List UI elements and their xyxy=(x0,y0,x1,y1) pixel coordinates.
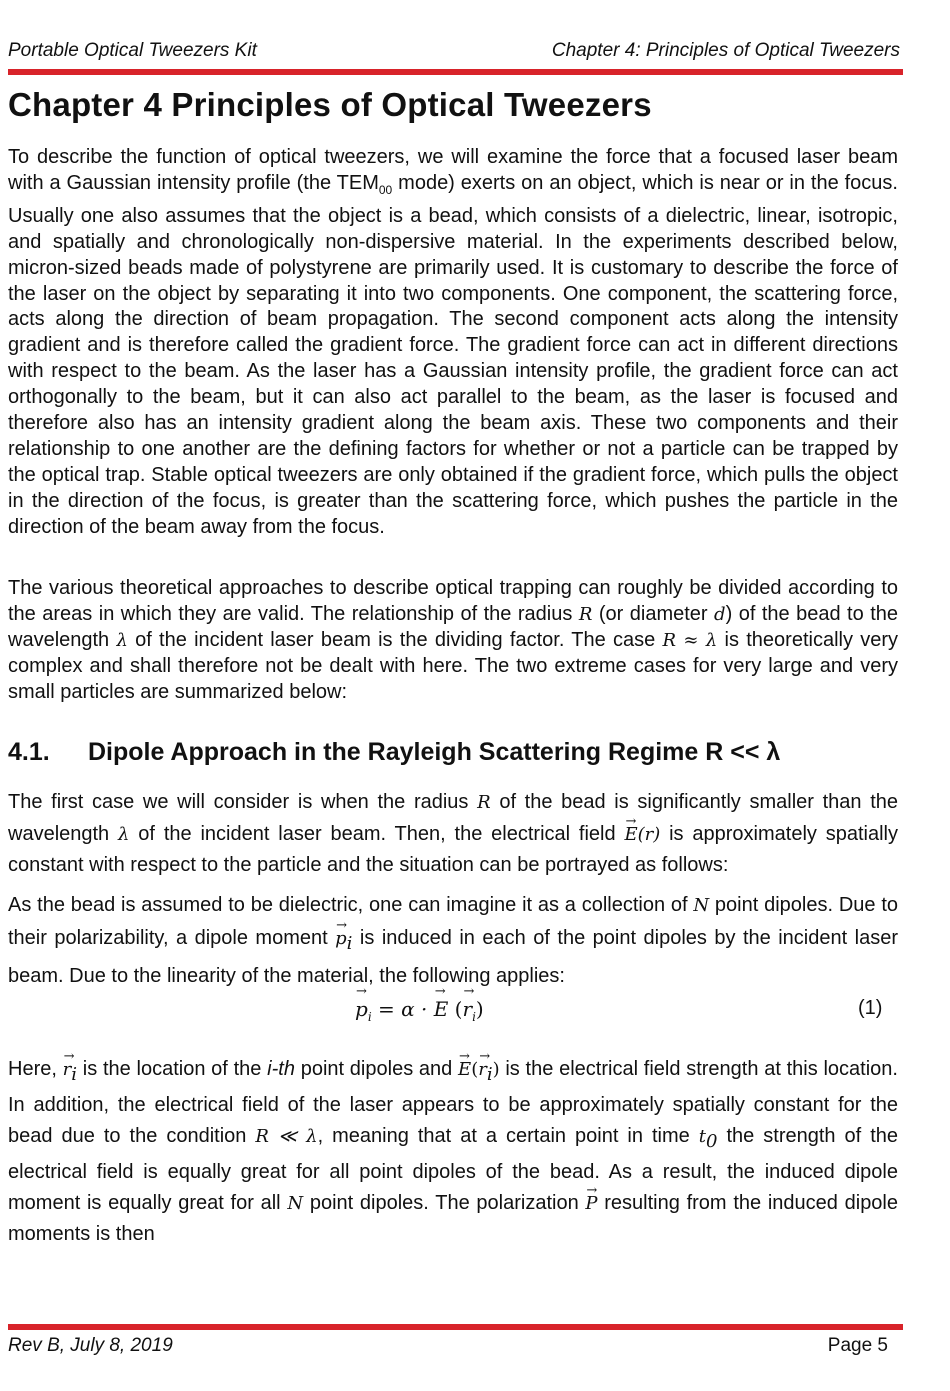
paragraph-dipoles: As the bead is assumed to be dielectric, one can imagine it as a collection of N point dipoles. Due to their polarizability, a dipole moment → $p_i$ is induced in each of the point dipoles by the incident laser beam. Due to the linearity of the material, the following applies: xyxy=(8,889,898,992)
section-heading xyxy=(8,738,898,767)
footer-page-number: Page 5 xyxy=(827,1335,888,1356)
paragraph-rayleigh: The first case we will consider is when the radius R of the bead is significantly smaller than the wavelength λ of the incident laser beam. Then, the electrical field → E(r) is approximately spatially constant with respect to the particle and the situation can be portrayed as follows: xyxy=(8,787,898,881)
section-number: 4.1. xyxy=(8,738,50,766)
footer-divider xyxy=(8,1324,903,1330)
footer-revision: Rev B, July 8, 2019 xyxy=(8,1335,173,1356)
paragraph-approaches: The various theoretical approaches to describe optical trapping can roughly be divided according to the areas in which they are valid. The relationship of the radius R (or diameter d) of the bead to the wavelength λ of the incident laser beam is the dividing factor. The case R ≈ λ is theoretically very complex and shall therefore not be dealt with here. The two extreme cases for very large and very small particles are summarized below: xyxy=(8,577,899,703)
paragraph-polarization: Here, → $r_i$ is the location of the i-th point dipoles and → $E(\to r_i)$ is the electrical field strength at this location. In addition, the electrical field of the laser appears to be approximately spatially constant for the bead due to the condition R ≪ λ, meaning that at a certain point in time $t_0$ the strength of the electrical field is equally great for all point dipoles of the bead. As a result, the induced dipole moment is equally great for all N point dipoles. The polarization → P resulting from the induced dipole moments is then xyxy=(8,1054,898,1250)
equation-number: (1) xyxy=(858,997,883,1019)
header-divider xyxy=(8,69,903,75)
section-title: Dipole Approach in the Rayleigh Scattering Regime R << λ xyxy=(88,738,781,766)
header-kit-name: Portable Optical Tweezers Kit xyxy=(8,40,257,61)
paragraph-intro: To describe the function of optical tweezers, we will examine the force that a focused laser beam with a Gaussian intensity profile (the $TEM_{00}$ mode) exerts on an object, which is near or in the focus. Usually one also assumes that the object is a bead, which consists of a dielectric, linear, isotropic, and spatially and chronologically non-dispersive material. In the experiments described below, micron-sized beads made of polystyrene are primarily used. It is customary to describe the force of the laser on the object by separating it into two components. One component, the scattering force, acts along the direction of beam propagation. The second component acts along the intensity gradient and is therefore called the gradient force. The gradient force can act in different directions with respect to the beam. As the laser has a Gaussian intensity profile, the gradient force can act orthogonally to the beam, but it can also act parallel to the beam, as the laser is focused and therefore also has an intensity gradient along the beam axis. These two components and their relationship to one another are the defining factors for whether or not a particle can be trapped by the optical trap. Stable optical tweezers are only obtained if the gradient force, which pulls the object in the direction of the focus, is greater than the scattering force, which pushes the particle in the direction of the beam away from the focus. xyxy=(8,146,898,538)
equation-1: → $p_i = \alpha$ · → E (→ $r_i$) xyxy=(355,997,484,1024)
page-header xyxy=(8,40,900,68)
chapter-title: Chapter 4 Principles of Optical Tweezers xyxy=(8,86,652,123)
header-chapter: Chapter 4: Principles of Optical Tweezers xyxy=(551,40,900,61)
